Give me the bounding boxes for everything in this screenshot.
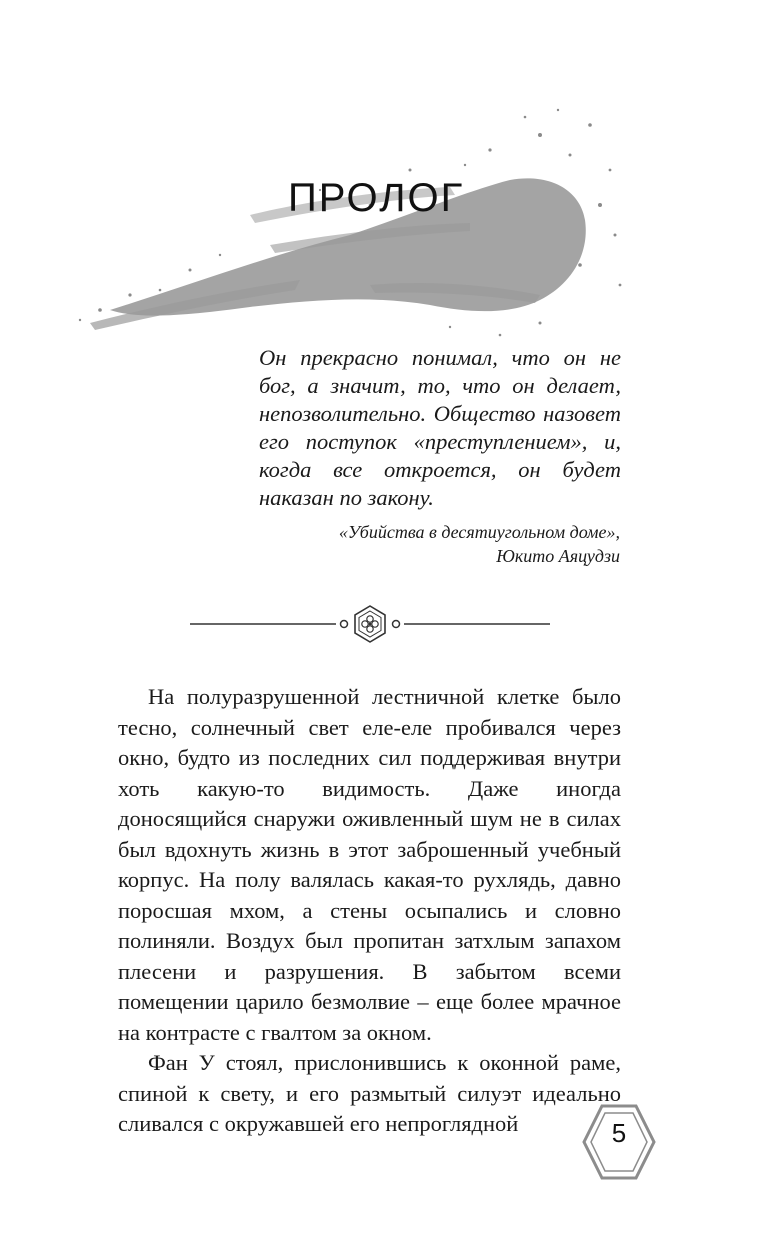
body-paragraph: Фан У стоял, прислонившись к оконной раме, спиной к свету, и его размытый силуэт идеально сливался с окружавшей его непроглядной — [118, 1050, 621, 1136]
page-number: 5 — [611, 1118, 627, 1148]
epigraph-source-title: «Убийства в десятиугольном доме», — [338, 522, 620, 542]
body-paragraph: На полуразрушенной лестничной клетке было тесно, солнечный свет еле-еле пробивался через окно, будто из последних сил поддерживая внутри хоть какую-то видимость. Даже иногда доносящийся снаружи оживленный шум не в силах был вдохнуть жизнь в этот заброшенный учебный корпус. На полу валялась какая-то рухлядь, давно поросшая мхом, а стены осыпались и словно полиняли. Воздух был пропитан затхлым запахом плесени и разрушения. В забытом всеми помещении царило безмолвие – еще более мрачное на контрасте с гвалтом за окном. — [118, 684, 621, 1045]
body-text — [118, 682, 621, 1140]
epigraph-source-author: Юкито Аяцудзи — [496, 546, 620, 566]
hexagon-flower-ornament-icon — [355, 606, 385, 642]
ornamental-divider — [188, 600, 552, 648]
epigraph-source — [339, 520, 620, 568]
chapter-title: ПРОЛОГ — [288, 176, 465, 220]
epigraph-quote: Он прекрасно понимал, что он не бог, а значит, то, что он делает, непозволительно. Общество назовет его поступок «преступлением», и, когда все откроется, он будет наказан по закону. — [259, 345, 621, 510]
